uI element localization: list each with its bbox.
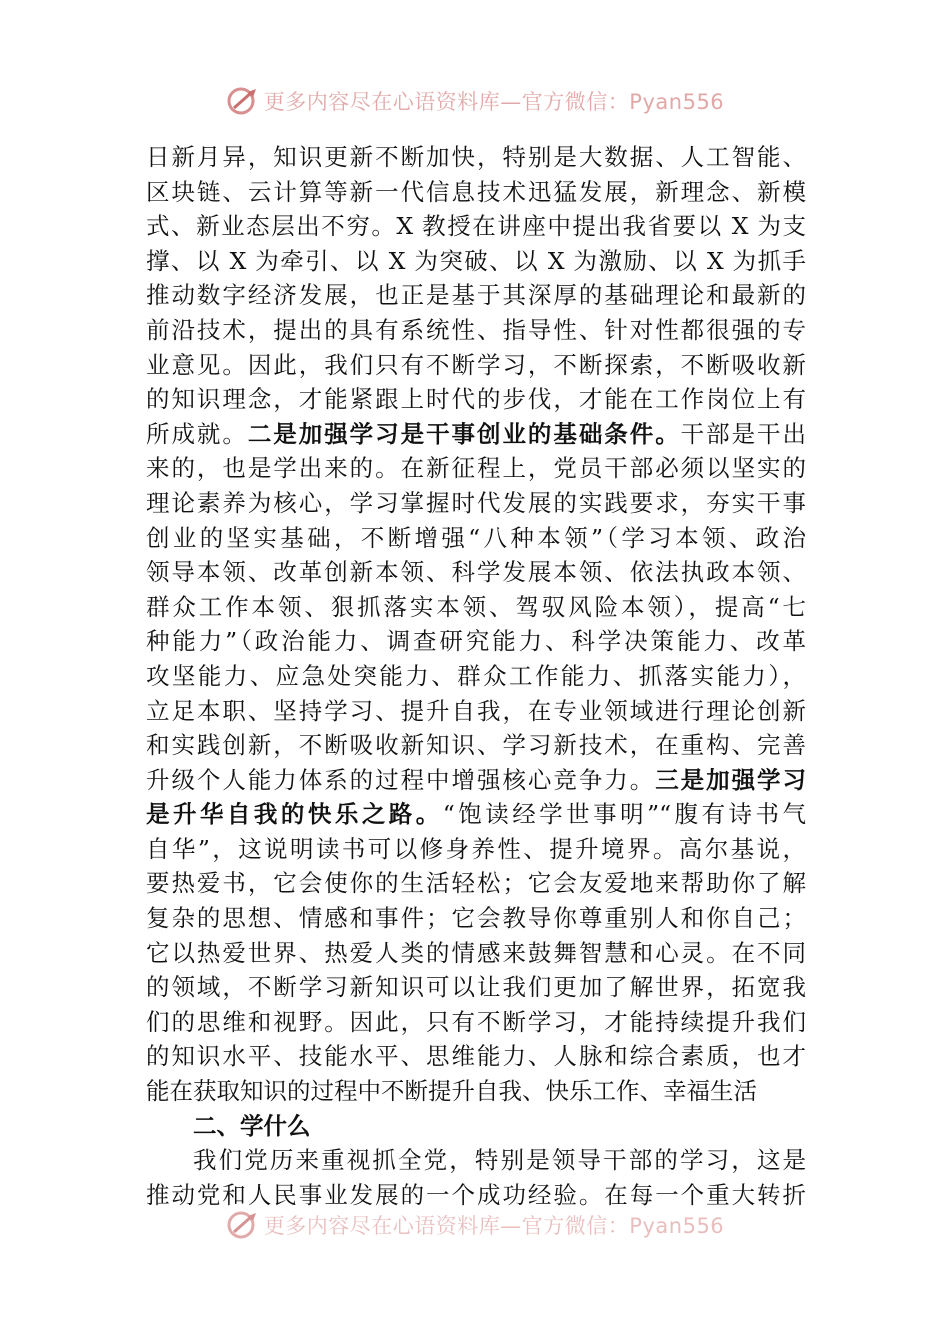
paragraph-line xyxy=(146,244,806,279)
text-run: “饱读经学世事明”“腹有诗书气 xyxy=(442,800,806,829)
text-run: 推动数字经济发展，也正是基于其深厚的基础理论和最新的 xyxy=(146,281,806,310)
section-heading: 二、学什么 xyxy=(193,1111,311,1140)
text-run: 和实践创新，不断吸收新知识、学习新技术，在重构、完善 xyxy=(146,731,806,760)
paragraph-line xyxy=(146,832,806,867)
bold-text: 是升华自我的快乐之路。 xyxy=(146,800,443,829)
bold-text: 三是加强学习 xyxy=(655,765,807,794)
text-run: 干部是干出 xyxy=(680,419,807,448)
paragraph-line xyxy=(146,936,806,971)
text-run: 的知识水平、技能水平、思维能力、人脉和综合素质，也才 xyxy=(146,1042,806,1071)
text-run: 能在获取知识的过程中不断提升自我、快乐工作、幸福生活 xyxy=(146,1077,757,1106)
paragraph-line xyxy=(146,970,806,1005)
paragraph-line: 我们党历来重视抓全党，特别是领导干部的学习，这是 xyxy=(193,1146,806,1175)
paragraph-line xyxy=(146,1039,806,1074)
paragraph-line xyxy=(146,797,806,832)
bold-text: 二是加强学习是干事创业的基础条件。 xyxy=(247,419,681,448)
paragraph-line xyxy=(146,901,806,936)
text-run: 创业的坚实基础，不断增强“八种本领”（学习本领、政治 xyxy=(146,523,806,552)
text-run: 日新月异，知识更新不断加快，特别是大数据、人工智能、 xyxy=(146,143,806,171)
text-run: 攻坚能力、应急处突能力、群众工作能力、抓落实能力）， xyxy=(146,661,806,690)
text-run: 撑、以 X 为牵引、以 X 为突破、以 X 为激励、以 X 为抓手 xyxy=(146,246,806,275)
watermark-logo-icon xyxy=(226,1210,260,1240)
text-run: 来的，也是学出来的。在新征程上，党员干部必须以坚实的 xyxy=(146,454,806,483)
paragraph-line: 推动党和人民事业发展的一个成功经验。在每一个重大转折 xyxy=(146,1180,806,1209)
paragraph-line xyxy=(146,866,806,901)
text-run: 业意见。因此，我们只有不断学习，不断探索，不断吸收新 xyxy=(146,350,806,379)
text-run: 自华”，这说明读书可以修身养性、提升境界。高尔基说， xyxy=(146,834,806,863)
paragraph-line xyxy=(146,209,806,244)
text-run: 区块链、云计算等新一代信息技术迅猛发展，新理念、新模 xyxy=(146,177,806,206)
text-run: 它以热爱世界、热爱人类的情感来鼓舞智慧和心灵。在不同 xyxy=(146,938,806,967)
paragraph-line xyxy=(146,451,806,486)
watermark-text: 更多内容尽在心语资料库—官方微信：Pyan556 xyxy=(263,1214,725,1238)
paragraph-line xyxy=(146,417,806,452)
text-run: 理论素养为核心，学习掌握时代发展的实践要求，夯实干事 xyxy=(146,488,806,517)
text-run: 前沿技术，提出的具有系统性、指导性、针对性都很强的专 xyxy=(146,315,806,344)
paragraph-line xyxy=(146,278,806,313)
paragraph-line xyxy=(146,590,806,625)
paragraph-line xyxy=(146,624,806,659)
text-run: 式、新业态层出不穷。X 教授在讲座中提出我省要以 X 为支 xyxy=(146,212,806,241)
paragraph-line xyxy=(146,348,806,383)
watermark-footer xyxy=(0,1210,950,1240)
paragraph-line xyxy=(146,521,806,556)
paragraph-line xyxy=(146,382,806,417)
text-run: 的领域，不断学习新知识可以让我们更加了解世界，拓宽我 xyxy=(146,973,806,1002)
watermark-header xyxy=(0,86,950,116)
paragraph-line xyxy=(146,486,806,521)
text-run: 要热爱书，它会使你的生活轻松；它会友爱地来帮助你了解 xyxy=(146,869,806,898)
document-body xyxy=(146,140,806,1212)
text-run: 种能力”（政治能力、调查研究能力、科学决策能力、改革 xyxy=(146,627,806,656)
text-run: 复杂的思想、情感和事件；它会教导你尊重别人和你自己； xyxy=(146,904,806,933)
text-run: 群众工作本领、狠抓落实本领、驾驭风险本领），提高“七 xyxy=(146,592,806,621)
text-run: 的知识理念，才能紧跟上时代的步伐，才能在工作岗位上有 xyxy=(146,385,806,414)
watermark-text: 更多内容尽在心语资料库—官方微信：Pyan556 xyxy=(263,90,725,114)
text-run: 升级个人能力体系的过程中增强核心竞争力。 xyxy=(146,765,656,794)
text-run: 领导本领、改革创新本领、科学发展本领、依法执政本领、 xyxy=(146,558,806,587)
paragraph-line xyxy=(146,175,806,210)
paragraph-line xyxy=(146,140,806,175)
paragraph-line xyxy=(146,659,806,694)
paragraph-line xyxy=(146,1005,806,1040)
text-run: 立足本职、坚持学习、提升自我，在专业领域进行理论创新 xyxy=(146,696,806,725)
text-run: 们的思维和视野。因此，只有不断学习，才能持续提升我们 xyxy=(146,1007,806,1036)
paragraph-line xyxy=(146,1074,806,1109)
text-run: 所成就。 xyxy=(146,419,248,448)
paragraph-line xyxy=(146,313,806,348)
paragraph-line xyxy=(146,728,806,763)
watermark-logo-icon xyxy=(226,86,260,116)
paragraph-line xyxy=(146,555,806,590)
paragraph-line xyxy=(146,694,806,729)
paragraph-line xyxy=(146,763,806,798)
